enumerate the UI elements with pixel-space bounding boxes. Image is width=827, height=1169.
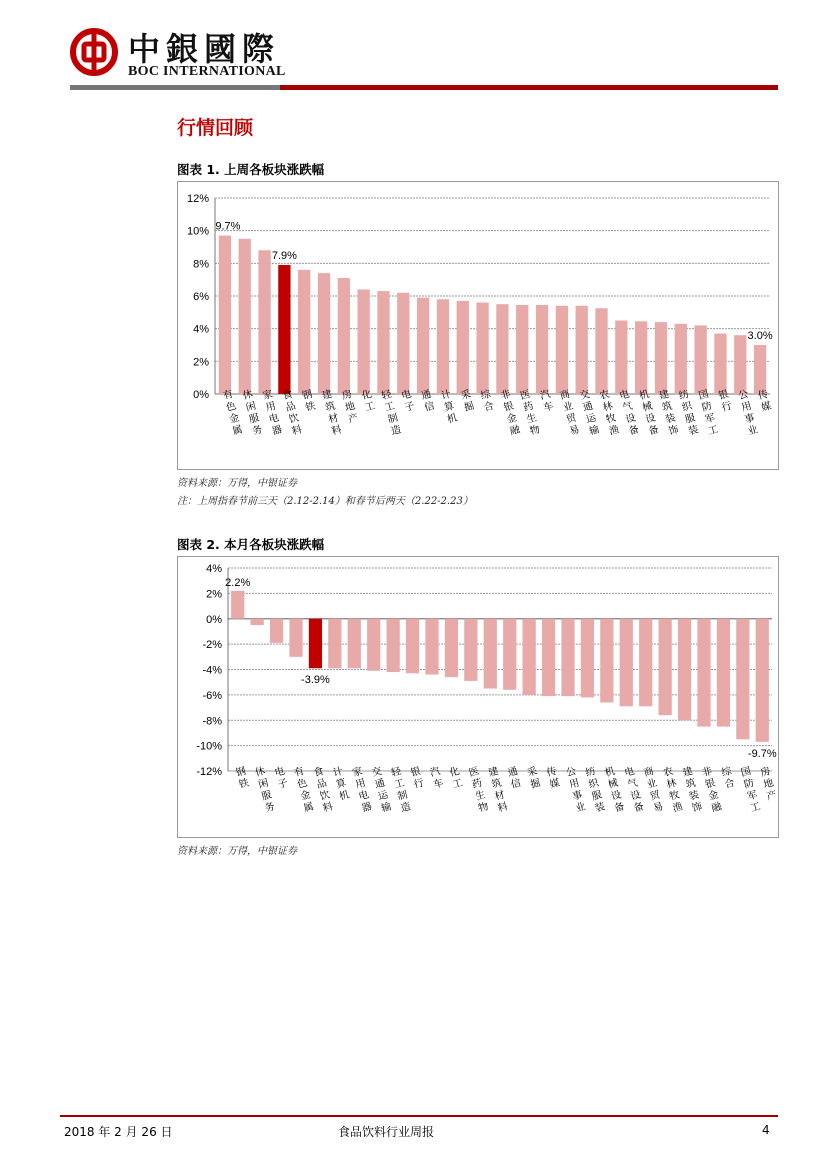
x-category-label: 有色金属 [221,388,244,438]
x-category-label: 食品饮料 [281,388,304,438]
logo-english-name: BOC INTERNATIONAL [128,64,286,79]
y-tick-label: 8% [193,258,209,271]
bar-机械设备 [635,321,647,394]
x-category-label: 交通运输 [370,765,393,815]
bar-汽车 [536,305,548,394]
x-category-label: 国防军工 [739,765,762,815]
bar-计算机 [328,619,341,668]
y-tick-label: 2% [193,356,209,369]
bar-通信 [417,298,429,394]
x-category-label: 休闲服务 [254,765,277,815]
y-tick-label: 10% [186,225,209,238]
y-tick-label: 6% [193,291,209,303]
header-rule-dark [70,85,280,90]
bar-农林牧渔 [659,619,672,715]
bar-商业贸易 [639,619,652,707]
bar-交通运输 [367,619,380,671]
y-tick-label: 4% [193,323,209,336]
x-category-label: 建筑材料 [487,765,510,815]
x-category-label: 计算机 [439,388,459,426]
chart2-svg [178,557,778,837]
x-category-label: 化工 [448,765,465,791]
bar-有色金属 [219,236,231,394]
x-category-label: 电子 [400,388,416,414]
x-category-label: 通信 [506,765,523,791]
y-tick-label: -10% [196,740,222,753]
x-category-label: 钢铁 [234,765,251,791]
x-category-label: 汽车 [428,765,445,791]
x-category-label: 传媒 [757,388,773,414]
x-category-label: 商业贸易 [558,388,581,438]
y-tick-label: 2% [206,588,222,601]
bar-电气设备 [620,619,633,707]
data-label: -3.9% [301,674,330,687]
x-category-label: 交通运输 [578,388,601,438]
x-category-label: 公用事业 [737,388,760,438]
x-category-label: 非银金融 [499,388,522,438]
boc-emblem-icon [70,28,118,76]
bar-化工 [445,619,458,677]
bar-建筑装饰 [655,322,667,394]
bar-传媒 [542,619,555,696]
x-category-label: 化工 [360,388,377,414]
x-category-label: 通信 [420,388,436,414]
x-category-label: 房地产 [759,765,778,803]
bar-钢铁 [231,591,244,619]
boc-logo [70,26,310,82]
bar-通信 [503,619,516,690]
y-tick-label: -6% [202,689,222,702]
x-category-label: 轻工制造 [390,765,413,815]
data-label: 9.7% [215,220,241,233]
data-label: -9.7% [747,747,777,760]
bar-国防军工 [694,325,706,394]
figure1-title: 图表 1. 上周各板块涨跌幅 [177,162,325,177]
x-category-label: 轻工制造 [380,388,403,438]
figure1-note: 注：上周指春节前三天（2.12-2.14）和春节后两天（2.22-2.23） [177,496,473,507]
x-category-label: 非银金融 [700,765,723,815]
bar-家用电器 [348,619,361,668]
bar-房地产 [338,278,350,394]
x-category-label: 纺织服装 [677,388,700,438]
bar-钢铁 [298,270,310,394]
x-category-label: 银行 [717,388,734,414]
bar-电子 [397,293,409,394]
x-category-label: 建筑装饰 [657,388,680,438]
bar-银行 [406,619,419,674]
x-category-label: 医药生物 [519,388,542,438]
bar-建筑材料 [484,619,497,689]
figure2-source: 资料来源：万得，中银证券 [177,846,297,857]
bar-轻工制造 [377,291,389,394]
bar-采掘 [457,301,469,394]
bar-纺织服装 [581,619,594,698]
data-label: 3.0% [747,330,773,342]
bar-房地产 [756,619,769,742]
bar-机械设备 [600,619,613,703]
bar-农林牧渔 [595,308,607,394]
bar-食品饮料 [278,265,290,394]
x-category-label: 传媒 [545,765,562,791]
figure2-title: 图表 2. 本月各板块涨跌幅 [177,537,325,552]
bar-有色金属 [289,619,302,657]
bar-计算机 [437,299,449,394]
bar-家用电器 [258,250,270,394]
bar-非银金融 [496,304,508,394]
y-tick-label: 0% [206,613,222,626]
x-category-label: 机械设备 [603,765,626,815]
x-category-label: 医药生物 [467,765,490,815]
bar-汽车 [425,619,438,675]
bar-综合 [476,303,488,394]
x-category-label: 食品饮料 [312,765,335,815]
bar-电气设备 [615,321,627,395]
x-category-label: 汽车 [539,388,555,414]
y-tick-label: 4% [206,563,222,575]
bar-轻工制造 [387,619,400,672]
bar-纺织服装 [675,324,687,394]
bar-传媒 [754,345,766,394]
x-category-label: 计算机 [331,765,351,803]
x-category-label: 农林牧渔 [662,765,685,815]
x-category-label: 钢铁 [301,388,317,414]
x-category-label: 家用电器 [351,765,374,815]
x-category-label: 综合 [720,765,737,791]
bar-国防军工 [736,619,749,740]
y-tick-label: 0% [193,389,209,401]
y-tick-label: -2% [202,639,222,652]
bar-公用事业 [734,335,746,394]
x-category-label: 采掘 [459,388,476,414]
x-category-label: 电气设备 [618,388,641,438]
bar-建筑装饰 [678,619,691,721]
x-category-label: 休闲服务 [241,388,264,438]
bar-医药生物 [464,619,477,681]
header-rule-red [280,85,778,90]
footer-rule [60,1115,778,1117]
x-category-label: 机械设备 [638,388,661,438]
bar-电子 [270,619,283,643]
x-category-label: 银行 [409,765,426,791]
footer-report-title: 食品饮料行业周报 [338,1125,435,1139]
bar-非银金融 [697,619,710,727]
x-category-label: 国防军工 [697,388,720,438]
x-category-label: 电子 [273,765,290,791]
bar-公用事业 [561,619,574,696]
x-category-label: 建筑材料 [320,388,343,438]
bar-休闲服务 [251,619,264,625]
footer-page-number: 4 [762,1123,770,1137]
data-label: 2.2% [225,576,251,589]
x-category-label: 农林牧渔 [598,388,621,438]
bar-综合 [717,619,730,727]
bar-商业贸易 [556,306,568,394]
bar-采掘 [523,619,536,695]
x-category-label: 房地产 [340,388,360,426]
y-tick-label: -8% [202,715,222,728]
x-category-label: 公用事业 [564,765,587,815]
figure1-chart-frame [177,181,779,470]
bar-交通运输 [576,306,588,394]
bar-建筑材料 [318,273,330,394]
y-tick-label: -4% [202,664,222,677]
x-category-label: 家用电器 [261,388,284,438]
bar-医药生物 [516,305,528,394]
x-category-label: 商业贸易 [642,765,665,815]
x-category-label: 有色金属 [292,765,315,815]
bar-化工 [358,289,370,394]
y-tick-label: 12% [186,193,209,205]
figure2-chart-frame [177,556,779,838]
x-category-label: 综合 [479,388,496,414]
x-category-label: 纺织服装 [584,765,607,815]
section-title: 行情回顾 [177,117,254,139]
logo-chinese-name: 中銀國際 [128,30,281,68]
footer-date: 2018 年 2 月 26 日 [64,1125,173,1139]
x-category-label: 电气设备 [623,765,646,815]
x-category-label: 采掘 [526,765,542,791]
bar-食品饮料 [309,619,322,668]
data-label: 7.9% [271,249,297,262]
chart1-svg [178,182,778,469]
bar-休闲服务 [239,239,251,394]
x-category-label: 建筑装饰 [681,765,704,815]
figure1-source: 资料来源：万得，中银证券 [177,478,297,489]
bar-银行 [714,334,726,394]
y-tick-label: -12% [196,766,222,778]
